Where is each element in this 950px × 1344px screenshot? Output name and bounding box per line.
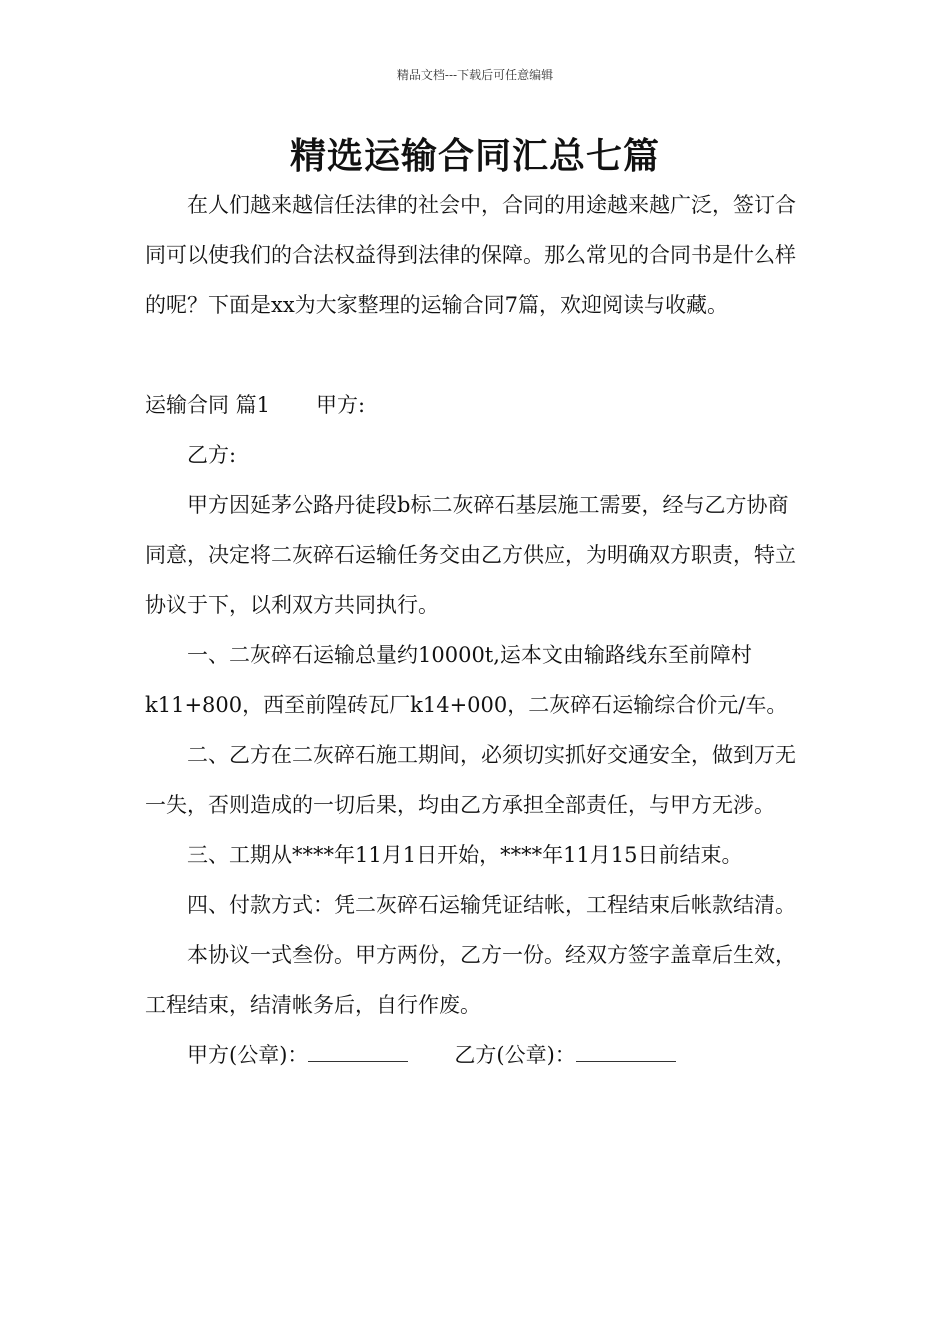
- paragraph: 三、工期从****年11月1日开始，****年11月15日前结束。: [187, 843, 743, 867]
- party-b-signature-blank: [576, 1043, 676, 1062]
- party-a-label: 甲方:: [316, 393, 366, 417]
- party-b-seal-label: 乙方(公章)：: [454, 1043, 576, 1067]
- section-heading-line: [145, 380, 809, 430]
- paragraph: 一、二灰碎石运输总量约10000t,运本文由输路线东至前障村k11+800，西至前隍砖瓦厂k14+000，二灰碎石运输综合价元/车。: [145, 643, 788, 717]
- intro-paragraph: 在人们越来越信任法律的社会中，合同的用途越来越广泛，签订合同可以使我们的合法权益得到法律的保障。那么常见的合同书是什么样的呢？下面是xx为大家整理的运输合同7篇，欢迎阅读与收藏。: [145, 193, 796, 317]
- spacer: [145, 330, 809, 380]
- section-heading: 运输合同 篇1: [145, 393, 271, 417]
- page-header: 精品文档---下载后可任意编辑: [396, 68, 554, 82]
- party-a-signature-blank: [308, 1043, 408, 1062]
- party-a-seal-label: 甲方(公章)：: [187, 1043, 309, 1067]
- signature-line: [145, 1030, 809, 1080]
- paragraph: 甲方因延茅公路丹徒段b标二灰碎石基层施工需要，经与乙方协商同意，决定将二灰碎石运输任务交由乙方供应，为明确双方职责，特立协议于下，以利双方共同执行。: [145, 493, 796, 617]
- party-b-line: 乙方:: [187, 443, 237, 467]
- paragraph: 本协议一式叁份。甲方两份，乙方一份。经双方签字盖章后生效，工程结束，结清帐务后，自行作废。: [145, 943, 796, 1017]
- paragraph: 四、付款方式：凭二灰碎石运输凭证结帐，工程结束后帐款结清。: [187, 893, 796, 917]
- paragraph: 二、乙方在二灰碎石施工期间，必须切实抓好交通安全，做到万无一失，否则造成的一切后果，均由乙方承担全部责任，与甲方无涉。: [145, 743, 796, 817]
- document-title: 精选运输合同汇总七篇: [289, 136, 660, 177]
- document-body: [145, 180, 809, 1080]
